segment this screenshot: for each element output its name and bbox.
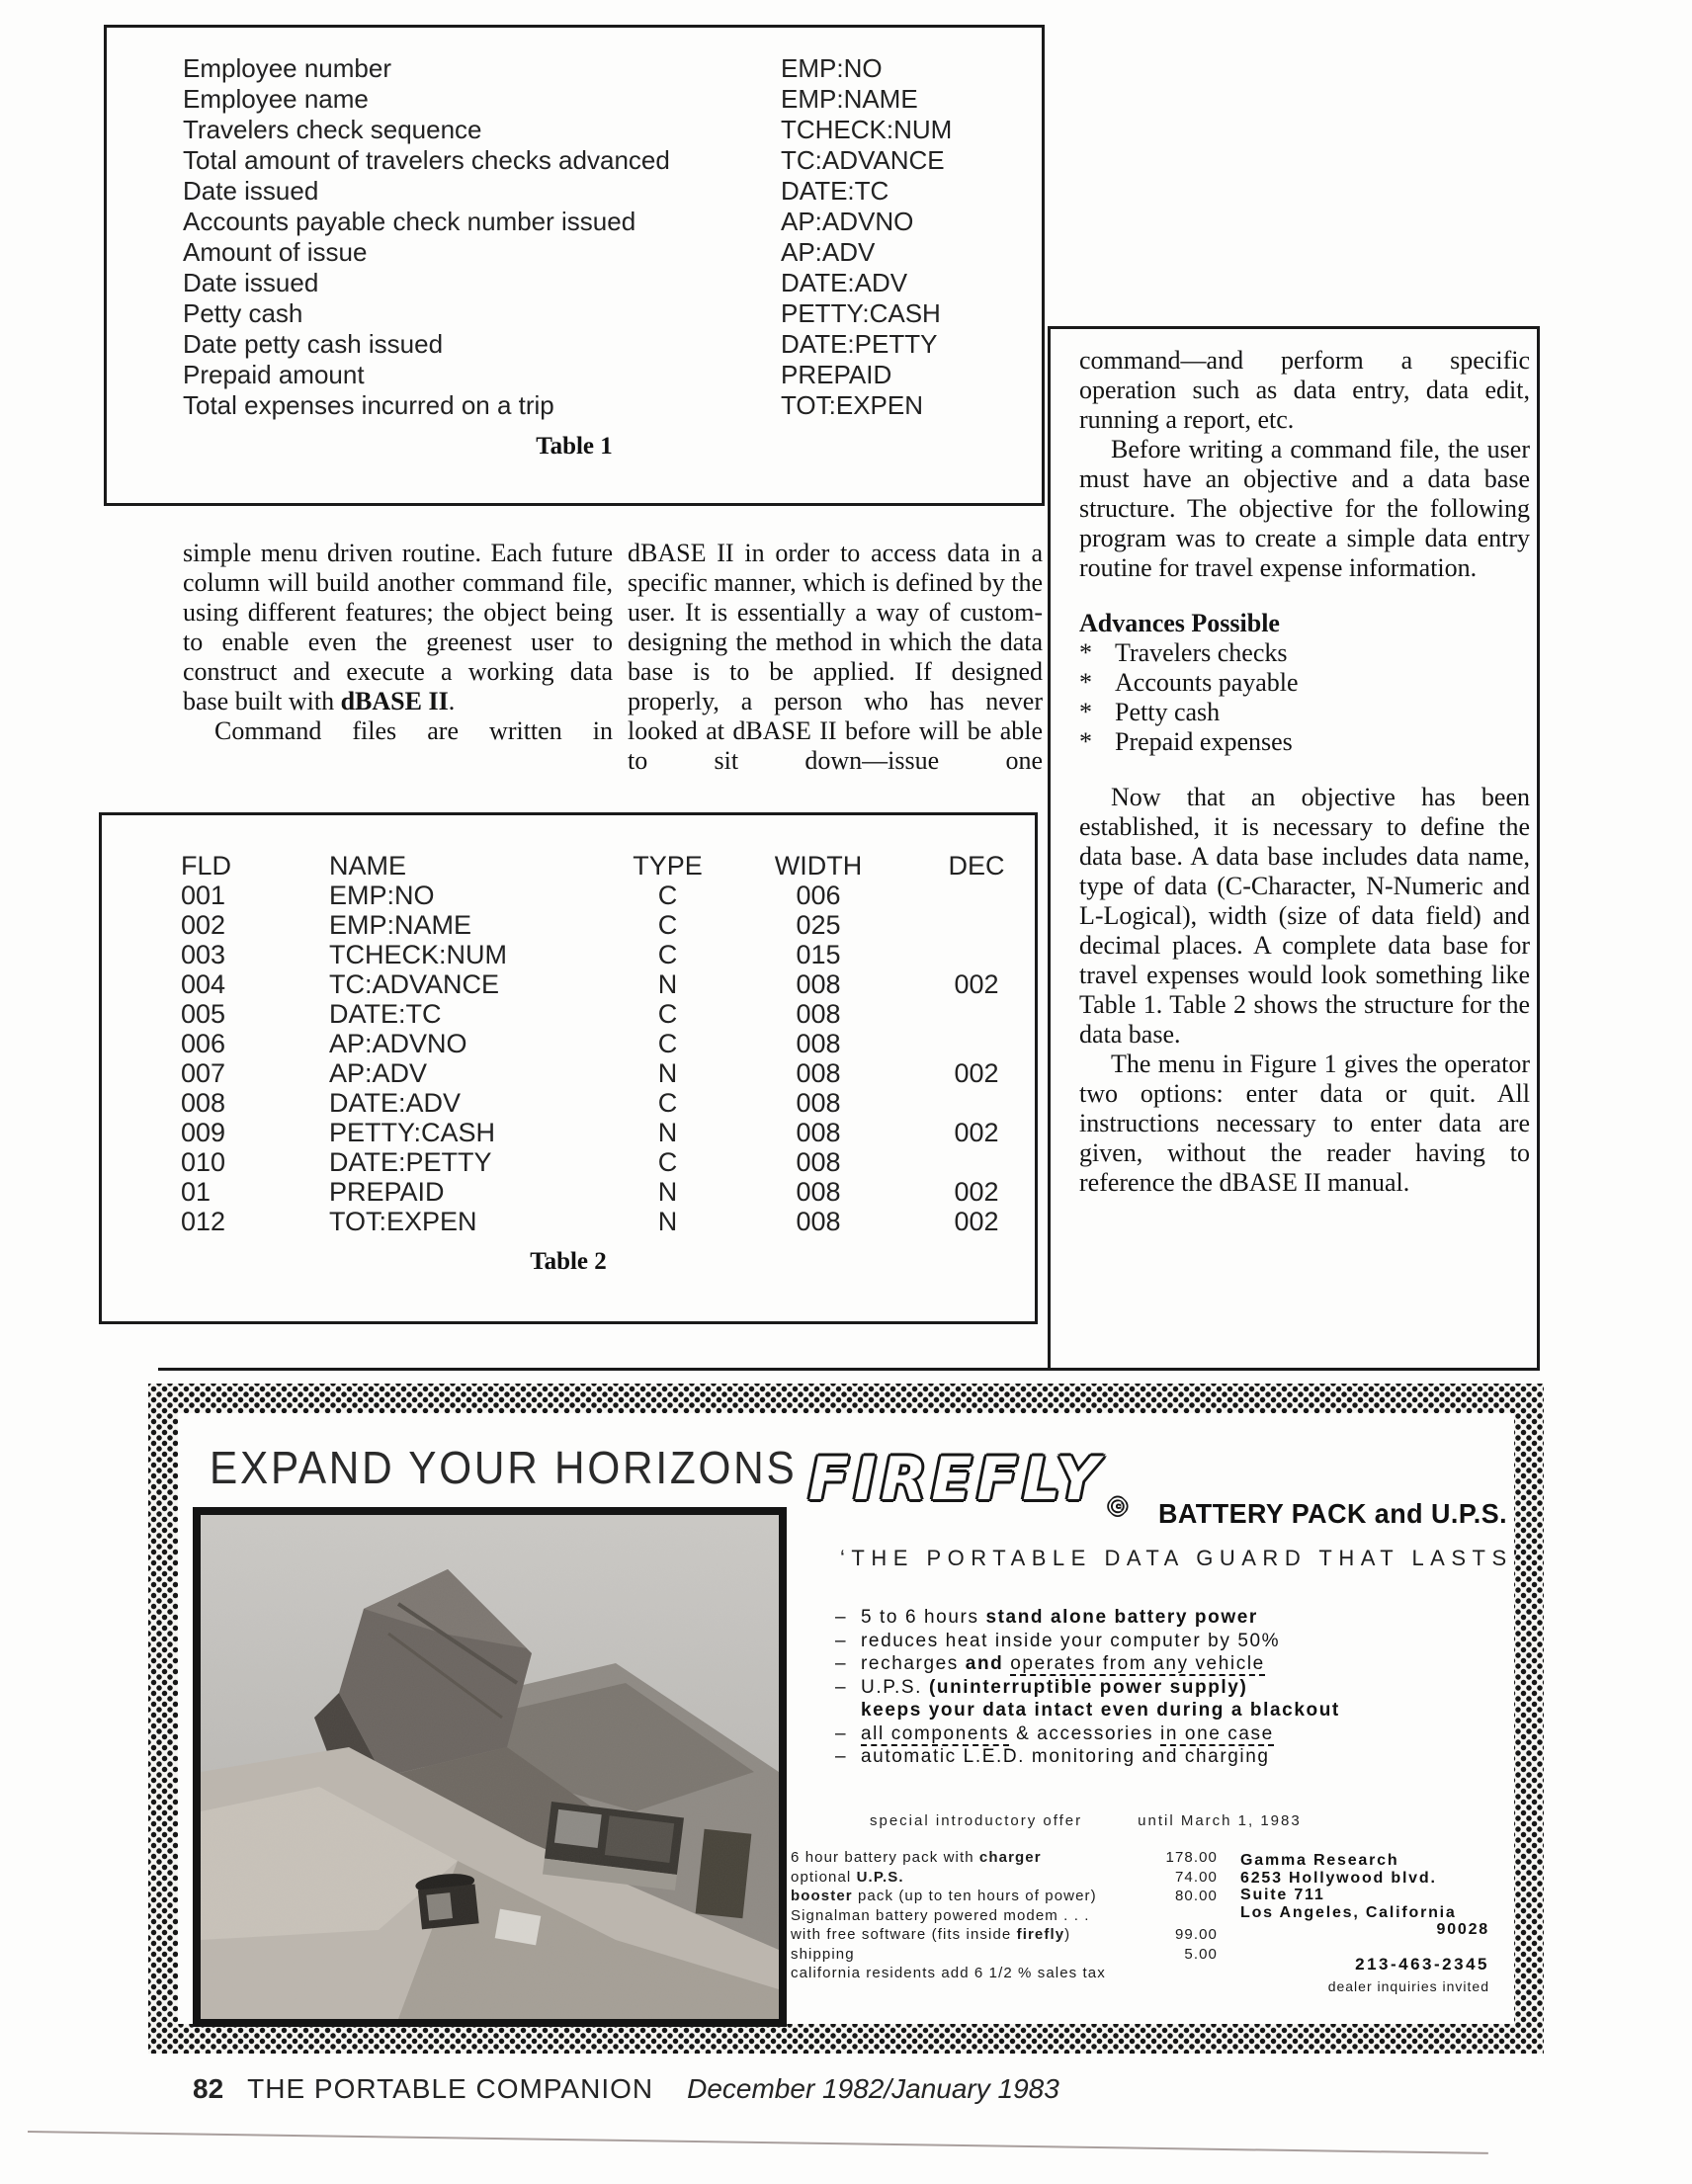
table2-cell: C xyxy=(657,881,678,910)
ad-phone-number: 213-463-2345 xyxy=(1355,1955,1489,1974)
ad-price-row xyxy=(791,1848,1218,1868)
text-segment: stand alone battery power xyxy=(985,1607,1258,1628)
ad-price-row xyxy=(791,1964,1218,1983)
table1-label: Amount of issue xyxy=(183,237,368,267)
table2-cell: 006 xyxy=(796,881,841,910)
table1-code: EMP:NO xyxy=(781,53,883,83)
ad-product-title: BATTERY PACK and U.P.S. xyxy=(1158,1498,1508,1529)
bullet-item xyxy=(1079,727,1530,757)
table2-cell: 002 xyxy=(954,1058,999,1088)
issue-date: December 1982/January 1983 xyxy=(687,2073,1059,2104)
ad-feature-item xyxy=(835,1606,1507,1630)
table2-cell: EMP:NAME xyxy=(329,910,472,940)
dash-icon: – xyxy=(835,1676,848,1698)
page-number: 82 xyxy=(193,2073,224,2104)
ad-feature-text xyxy=(861,1722,1274,1746)
table1-row xyxy=(183,84,1042,115)
ad-price-value: 74.00 xyxy=(1174,1868,1218,1886)
ad-feature-text xyxy=(861,1606,1258,1630)
table2-header: DEC xyxy=(948,851,1005,881)
article-column-1 xyxy=(183,539,613,746)
table1-label: Prepaid amount xyxy=(183,360,365,389)
table1-label: Employee number xyxy=(183,53,391,83)
text-segment: (uninterruptible power supply) xyxy=(928,1676,1248,1698)
table2-cell: EMP:NO xyxy=(329,881,435,910)
table2-cell: 008 xyxy=(796,999,841,1029)
ad-offer-until: until March 1, 1983 xyxy=(1138,1812,1302,1829)
table2-cell: 008 xyxy=(796,1177,841,1207)
table2-cell: 008 xyxy=(796,1029,841,1058)
firefly-logo xyxy=(808,1445,1130,1521)
table1-row xyxy=(183,145,1042,176)
table2-cell: 005 xyxy=(181,999,226,1029)
table1-code: PETTY:CASH xyxy=(781,298,941,328)
table1-code: EMP:NAME xyxy=(781,84,918,114)
ad-price-value: 99.00 xyxy=(1174,1926,1218,1943)
text-segment: ) xyxy=(1064,1926,1071,1943)
table2-cell: 008 xyxy=(796,1058,841,1088)
table2-cell: 008 xyxy=(796,1207,841,1236)
table1-code: DATE:PETTY xyxy=(781,329,938,359)
firefly-advertisement xyxy=(148,1384,1544,2054)
bullet-text: Prepaid expenses xyxy=(1115,727,1293,756)
ad-address-block xyxy=(1240,1852,1489,1939)
table1-label: Date petty cash issued xyxy=(183,329,444,359)
table2-cell: TOT:EXPEN xyxy=(329,1207,477,1236)
table2-cell: N xyxy=(657,1058,678,1088)
bullet-item xyxy=(1079,668,1530,698)
ad-address-line: Suite 711 xyxy=(1240,1887,1325,1903)
ad-photo-illustration xyxy=(201,1515,779,2019)
text-segment: optional xyxy=(791,1868,857,1886)
table2-cell: C xyxy=(657,1088,678,1118)
table2-cell: DATE:ADV xyxy=(329,1088,462,1118)
paragraph: Before writing a command file, the user must have an objective and a data base structure. The objective for the following program was to create a simple data entry routine for travel expense information. xyxy=(1079,435,1530,582)
table2-cell: 01 xyxy=(181,1177,212,1207)
table2-cell: N xyxy=(657,1207,678,1236)
page-footer xyxy=(193,2073,1059,2105)
table1-code: TC:ADVANCE xyxy=(781,145,945,175)
ad-price-row xyxy=(791,1868,1218,1888)
table2-cell: AP:ADV xyxy=(329,1058,428,1088)
table2-cell: AP:ADVNO xyxy=(329,1029,467,1058)
table1-code: DATE:ADV xyxy=(781,268,908,297)
ad-feature-item xyxy=(835,1652,1507,1676)
bullet-asterisk: * xyxy=(1079,668,1092,697)
dash-icon: – xyxy=(835,1722,848,1744)
ad-photo-rocks xyxy=(193,1507,787,2027)
bullet-asterisk: * xyxy=(1079,638,1092,667)
bullet-text: Travelers checks xyxy=(1115,638,1288,667)
text-segment: all components xyxy=(861,1722,1010,1744)
ad-price-value: 5.00 xyxy=(1184,1945,1218,1963)
table2-cell: 002 xyxy=(954,1118,999,1147)
table1-code: DATE:TC xyxy=(781,176,889,206)
table1-row xyxy=(183,176,1042,207)
table2-cell: 006 xyxy=(181,1029,226,1058)
magazine-title: THE PORTABLE COMPANION xyxy=(247,2073,654,2104)
ad-feature-item xyxy=(835,1745,1507,1769)
table1-label: Travelers check sequence xyxy=(183,115,482,144)
ad-headline: EXPAND YOUR HORIZONS xyxy=(210,1442,798,1493)
horizontal-rule xyxy=(158,1368,1053,1371)
paragraph: The menu in Figure 1 gives the operator two options: enter data or quit. All instructions necessary to enter data are given, without the reader having to reference the dBASE II manual. xyxy=(1079,1050,1530,1197)
table1-row xyxy=(183,53,1042,84)
table1-caption: Table 1 xyxy=(536,433,613,460)
text-segment: recharges xyxy=(861,1653,966,1674)
text-segment: in one case xyxy=(1160,1722,1274,1744)
article-column-3 xyxy=(1079,346,1530,1198)
table1-row xyxy=(183,390,1042,421)
ad-price-description xyxy=(791,1945,855,1965)
table2-cell: 012 xyxy=(181,1207,226,1236)
text-segment: booster xyxy=(791,1888,853,1904)
table2-cell: PREPAID xyxy=(329,1177,445,1207)
bullet-text: Petty cash xyxy=(1115,698,1221,726)
table2-cell: C xyxy=(657,999,678,1029)
ad-feature-item xyxy=(835,1722,1507,1746)
ad-tagline: ‘THE PORTABLE DATA GUARD THAT LASTS’ xyxy=(840,1546,1525,1570)
table2-cell: N xyxy=(657,969,678,999)
table1-box xyxy=(104,25,1045,506)
ad-price-description xyxy=(791,1906,1090,1926)
table1-label: Accounts payable check number issued xyxy=(183,207,636,236)
ad-address-line: 90028 xyxy=(1436,1921,1489,1938)
table2-cell: 015 xyxy=(796,940,841,969)
paragraph xyxy=(183,539,613,716)
bullet-item xyxy=(1079,698,1530,727)
table2-cell: 008 xyxy=(796,969,841,999)
table2-cell xyxy=(912,999,1041,1029)
table1-row xyxy=(183,268,1042,298)
text-segment: shipping xyxy=(791,1945,855,1963)
table2-cell: 002 xyxy=(954,969,999,999)
table2-cell xyxy=(912,881,1041,910)
text-segment: pack (up to ten hours of power) xyxy=(852,1888,1097,1904)
table1-row xyxy=(183,237,1042,268)
table2-cell: PETTY:CASH xyxy=(329,1118,496,1147)
table1-label: Date issued xyxy=(183,176,319,206)
text-segment: reduces heat inside your computer by 50% xyxy=(861,1630,1281,1651)
ad-feature-text xyxy=(861,1745,1270,1769)
table2-cell: C xyxy=(657,1147,678,1177)
table2-cell xyxy=(912,940,1041,969)
table2-cell: C xyxy=(657,1029,678,1058)
table1-rows xyxy=(107,28,1042,421)
paragraph: Command files are written in xyxy=(214,716,613,745)
table2-grid xyxy=(102,815,1035,1236)
firefly-logo-text: FIREFLY xyxy=(808,1445,1104,1514)
table2-cell: DATE:PETTY xyxy=(329,1147,492,1177)
ad-feature-item xyxy=(835,1699,1507,1722)
ad-price-description xyxy=(791,1887,1097,1906)
table2-cell: N xyxy=(657,1118,678,1147)
table1-label: Employee name xyxy=(183,84,369,114)
table2-caption: Table 2 xyxy=(530,1248,607,1275)
table1-label: Total amount of travelers checks advanced xyxy=(183,145,670,175)
article-column-2 xyxy=(628,539,1043,776)
table2-cell: 003 xyxy=(181,940,226,969)
text-segment: U.P.S. xyxy=(861,1676,929,1698)
ad-price-row xyxy=(791,1925,1218,1945)
table2-cell: 025 xyxy=(796,910,841,940)
table2-cell: DATE:TC xyxy=(329,999,442,1029)
dash-icon: – xyxy=(835,1746,848,1767)
dash-icon: – xyxy=(835,1607,848,1628)
ad-feature-item xyxy=(835,1676,1507,1700)
table1-label: Total expenses incurred on a trip xyxy=(183,390,554,420)
table2-cell: 010 xyxy=(181,1147,226,1177)
ad-offer-line xyxy=(870,1812,1302,1829)
table2-header: FLD xyxy=(181,851,232,881)
table2-cell: C xyxy=(657,910,678,940)
ad-price-row xyxy=(791,1906,1218,1926)
table1-row xyxy=(183,207,1042,237)
ad-price-description xyxy=(791,1964,1106,1983)
text-segment: operates from any vehicle xyxy=(1010,1653,1265,1674)
ad-price-value: 178.00 xyxy=(1165,1849,1218,1866)
table2-box xyxy=(99,812,1038,1324)
table1-row xyxy=(183,298,1042,329)
ad-offer-text: special introductory offer xyxy=(870,1812,1083,1829)
text-segment: & accessories xyxy=(1009,1722,1161,1744)
ad-address-line: 6253 Hollywood blvd. xyxy=(1240,1869,1437,1887)
table2-cell: TC:ADVANCE xyxy=(329,969,500,999)
text-segment: charger xyxy=(978,1849,1042,1866)
table2-cell xyxy=(912,1147,1041,1177)
ad-price-list xyxy=(791,1848,1218,1983)
ad-feature-item xyxy=(835,1630,1507,1653)
ad-address-line: Gamma Research xyxy=(1240,1852,1399,1869)
ad-feature-text xyxy=(861,1652,1265,1676)
table1-code: TCHECK:NUM xyxy=(781,115,953,144)
table1-code: AP:ADV xyxy=(781,237,876,267)
ad-price-row xyxy=(791,1945,1218,1965)
table2-header: TYPE xyxy=(633,851,703,881)
text-segment: california residents add 6 1/2 % sales tax xyxy=(791,1965,1106,1981)
ad-price-row xyxy=(791,1887,1218,1906)
table2-cell: 007 xyxy=(181,1058,226,1088)
table2-cell: 009 xyxy=(181,1118,226,1147)
table2-cell: C xyxy=(657,940,678,969)
ad-address-line: Los Angeles, California xyxy=(1240,1903,1457,1921)
ad-price-value: 80.00 xyxy=(1174,1888,1218,1904)
dash-icon: – xyxy=(835,1630,848,1651)
copyright-icon: © xyxy=(1105,1493,1130,1521)
table1-code: TOT:EXPEN xyxy=(781,390,924,420)
text-segment: Signalman battery powered modem . . . xyxy=(791,1906,1090,1924)
ad-dealer-note: dealer inquiries invited xyxy=(1327,1978,1489,1994)
bullet-asterisk: * xyxy=(1079,698,1092,726)
table2-cell: 002 xyxy=(181,910,226,940)
text-segment: 6 hour battery pack with xyxy=(791,1849,979,1866)
table2-cell xyxy=(912,1029,1041,1058)
table1-label: Date issued xyxy=(183,268,319,297)
text-segment: U.P.S. xyxy=(856,1868,904,1886)
scan-artifact-line xyxy=(28,2131,1488,2154)
table2-cell xyxy=(912,910,1041,940)
table1-row xyxy=(183,329,1042,360)
text-segment: 5 to 6 hours xyxy=(861,1607,986,1628)
table1-label: Petty cash xyxy=(183,298,303,328)
table1-row xyxy=(183,360,1042,390)
paragraph: dBASE II in order to access data in a specific manner, which is defined by the user. It is essentially a way of custom-designing the method in which the data base is to be applied. If designed properly, a person who has never looked at dBASE II before will be able to sit down—issue one xyxy=(628,539,1043,775)
text-segment: and xyxy=(965,1653,1011,1674)
table2-cell: 008 xyxy=(796,1147,841,1177)
table1-row xyxy=(183,115,1042,145)
table2-cell: 001 xyxy=(181,881,226,910)
table2-cell: 002 xyxy=(954,1207,999,1236)
table2-cell: 002 xyxy=(954,1177,999,1207)
table2-header: WIDTH xyxy=(774,851,863,881)
text-segment: keeps your data intact even during a blackout xyxy=(861,1700,1340,1721)
table2-cell: N xyxy=(657,1177,678,1207)
text-segment: simple menu driven routine. Each future column will build another command file, using different features; the object being to enable even the greenest user to construct and execute a working data base built with xyxy=(183,539,613,715)
section-heading: Advances Possible xyxy=(1079,609,1280,637)
text-segment: automatic L.E.D. monitoring and charging xyxy=(861,1746,1270,1767)
table1-code: AP:ADVNO xyxy=(781,207,914,236)
ad-feature-text xyxy=(861,1676,1247,1700)
ad-price-description xyxy=(791,1848,1042,1868)
ad-feature-text xyxy=(861,1630,1280,1653)
ad-feature-list xyxy=(835,1606,1507,1769)
table2-cell: 004 xyxy=(181,969,226,999)
bullet-text: Accounts payable xyxy=(1115,668,1299,697)
bullet-asterisk: * xyxy=(1079,727,1092,756)
table2-cell: 008 xyxy=(796,1118,841,1147)
table2-cell: TCHECK:NUM xyxy=(329,940,507,969)
ad-price-description xyxy=(791,1868,904,1888)
text-segment: with free software (fits inside xyxy=(791,1926,1017,1943)
paragraph: Now that an objective has been established, it is necessary to define the data base. A data base includes data name, type of data (C-Character, N-Numeric and L-Logical), width (size of data field) and decimal places. A complete data base for travel expenses would look something like Table 1. Table 2 shows the structure for the data base. xyxy=(1079,783,1530,1049)
bullet-item xyxy=(1079,638,1530,668)
table2-cell: 008 xyxy=(796,1088,841,1118)
table1-code: PREPAID xyxy=(781,360,892,389)
text-segment: . xyxy=(448,687,456,715)
paragraph: command—and perform a specific operation such as data entry, data edit, running a report, etc. xyxy=(1079,346,1530,434)
table2-cell xyxy=(912,1088,1041,1118)
ad-price-description xyxy=(791,1925,1070,1945)
ad-feature-text xyxy=(861,1699,1340,1722)
table2-header: NAME xyxy=(329,851,407,881)
text-segment: firefly xyxy=(1016,1926,1065,1943)
dash-icon: – xyxy=(835,1653,848,1674)
table2-cell: 008 xyxy=(181,1088,226,1118)
text-segment: dBASE II xyxy=(340,687,449,715)
